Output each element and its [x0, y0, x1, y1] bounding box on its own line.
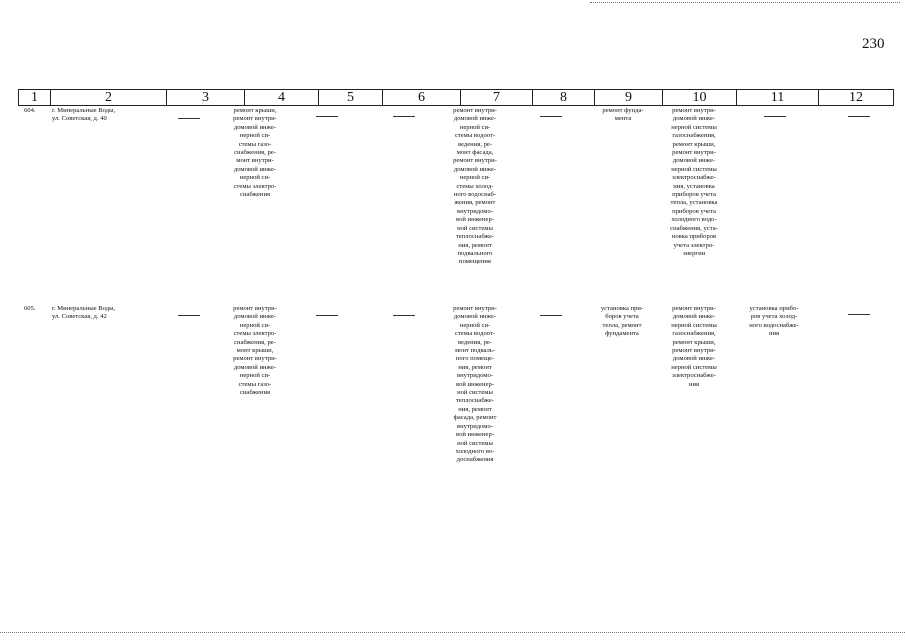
- header-col-3: 3: [167, 90, 245, 105]
- row-604-number: 604.: [24, 107, 36, 114]
- header-col-1: 1: [19, 90, 51, 105]
- header-col-12: 12: [849, 90, 863, 105]
- header-col-11: 11: [737, 90, 819, 105]
- header-col-8: 8: [533, 90, 595, 105]
- row-604-col10: ремонт внутри- домовой инже- нерной системы газоснабжения, ремонт крыши, ремонт внутри- домовой инже- нерной системы электроснабже- ния, установка приборов учета тепла, установка приборов учета холодного водо- снабжения, уста- новка приборов учета электро- энергии: [670, 107, 718, 257]
- header-col-6: 6: [383, 90, 461, 105]
- header-col-9: 9: [595, 90, 663, 105]
- row-605-col10: ремонт внутри- домовой инже- нерной системы газоснабжения, ремонт крыши, ремонт внутри- домовой инже- нерной системы электроснабже- ния: [671, 305, 717, 388]
- row-605-col3-empty-dash: [178, 315, 200, 316]
- header-col-7: 7: [461, 90, 533, 105]
- row-604-col11-empty-dash: [764, 116, 786, 117]
- row-605-col5-empty-dash: [316, 315, 338, 316]
- page-number: 230: [862, 36, 885, 52]
- row-605-col7: ремонт внутри- домовой инже- нерной си- стемы водоот- ведения, ре- монт подваль- ного помеще- ния, ремонт внутридомо- вой инженер- ной системы теплоснабже- ния, ремонт фасада, ремонт внутридомо- вой инженер- ной системы холодного во- доснабжения: [453, 305, 497, 464]
- scan-artifact-bottom: [0, 632, 905, 633]
- header-col-10: 10: [663, 90, 737, 105]
- row-604-address: г. Минеральные Воды, ул. Советская, д. 40: [52, 107, 116, 123]
- scan-artifact-top: [590, 2, 900, 3]
- row-604-col6-empty-dash: [393, 116, 415, 117]
- row-605-col11: установка прибо- ров учета холод- ного водоснабже- ния: [749, 305, 799, 338]
- header-col-4: 4: [245, 90, 319, 105]
- row-604-col3-empty-dash: [178, 118, 200, 119]
- row-605-col12-empty-dash: [848, 314, 870, 315]
- row-604-col12-empty-dash: [848, 116, 870, 117]
- row-604-col8-empty-dash: [540, 116, 562, 117]
- row-604-col4: ремонт крыши, ремонт внутри- домовой инже- нерной си- стемы газо- снабжения, ре- монт внутри- домовой инже- нерной си- стемы электро- снабжения: [233, 107, 277, 199]
- row-605-number: 605.: [24, 305, 36, 312]
- table-header-row: [18, 89, 894, 106]
- row-605-col4: ремонт внутри- домовой инже- нерной си- стемы электро- снабжения, ре- монт крыши, ремонт внутри- домовой инже- нерной си- стемы газо- снабжения: [233, 305, 277, 397]
- header-col-5: 5: [319, 90, 383, 105]
- row-604-col9: ремонт фунда- мента: [602, 107, 644, 123]
- row-604-col7: ремонт внутри- домовой инже- нерной си- стемы водоот- ведения, ре- монт фасада, ремонт внутри- домовой инже- нерной си- стемы холод- ного водоснаб- жения, ремонт внутридомо- вой инженер- ной системы теплоснабже- ния, ремонт подвального помещения: [453, 107, 497, 266]
- row-605-col6-empty-dash: [393, 315, 415, 316]
- row-605-col9: установка при- боров учета тепла, ремонт фундамента: [600, 305, 644, 338]
- row-604-col5-empty-dash: [316, 116, 338, 117]
- row-605-col8-empty-dash: [540, 315, 562, 316]
- header-col-2: 2: [51, 90, 167, 105]
- row-605-address: г. Минеральные Воды, ул. Советская, д. 42: [52, 305, 116, 321]
